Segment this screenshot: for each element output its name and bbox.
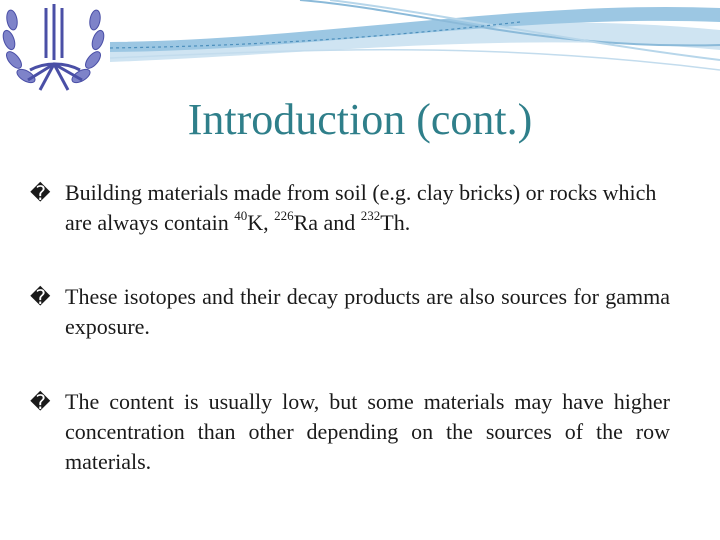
slide-title: Introduction (cont.)	[187, 95, 533, 144]
bullet-icon: �	[30, 390, 51, 414]
bullet-item	[30, 282, 670, 342]
bullet-text: The content is usually low, but some materials may have higher concentration than other depending on the sources of the row materials.	[65, 389, 670, 474]
isotope-mass-th: 232	[360, 207, 381, 223]
bullet-icon: �	[30, 285, 51, 309]
bullet-icon: �	[30, 181, 51, 205]
isotope-mass-ra: 226	[274, 207, 294, 223]
bullet-text: These isotopes and their decay products are also sources for gamma exposure.	[65, 284, 670, 339]
bullet-text-main: Building materials made from soil (e.g. clay bricks) or rocks which are always contain	[65, 180, 657, 235]
isotope-symbol-ra: Ra and	[293, 210, 361, 235]
isotope-mass-k: 40	[234, 207, 248, 223]
bullet-item	[30, 387, 670, 477]
isotope-symbol-k: K,	[247, 210, 275, 235]
bullet-list	[30, 178, 670, 477]
bullet-item	[30, 178, 670, 238]
isotope-symbol-th: Th.	[380, 210, 411, 235]
